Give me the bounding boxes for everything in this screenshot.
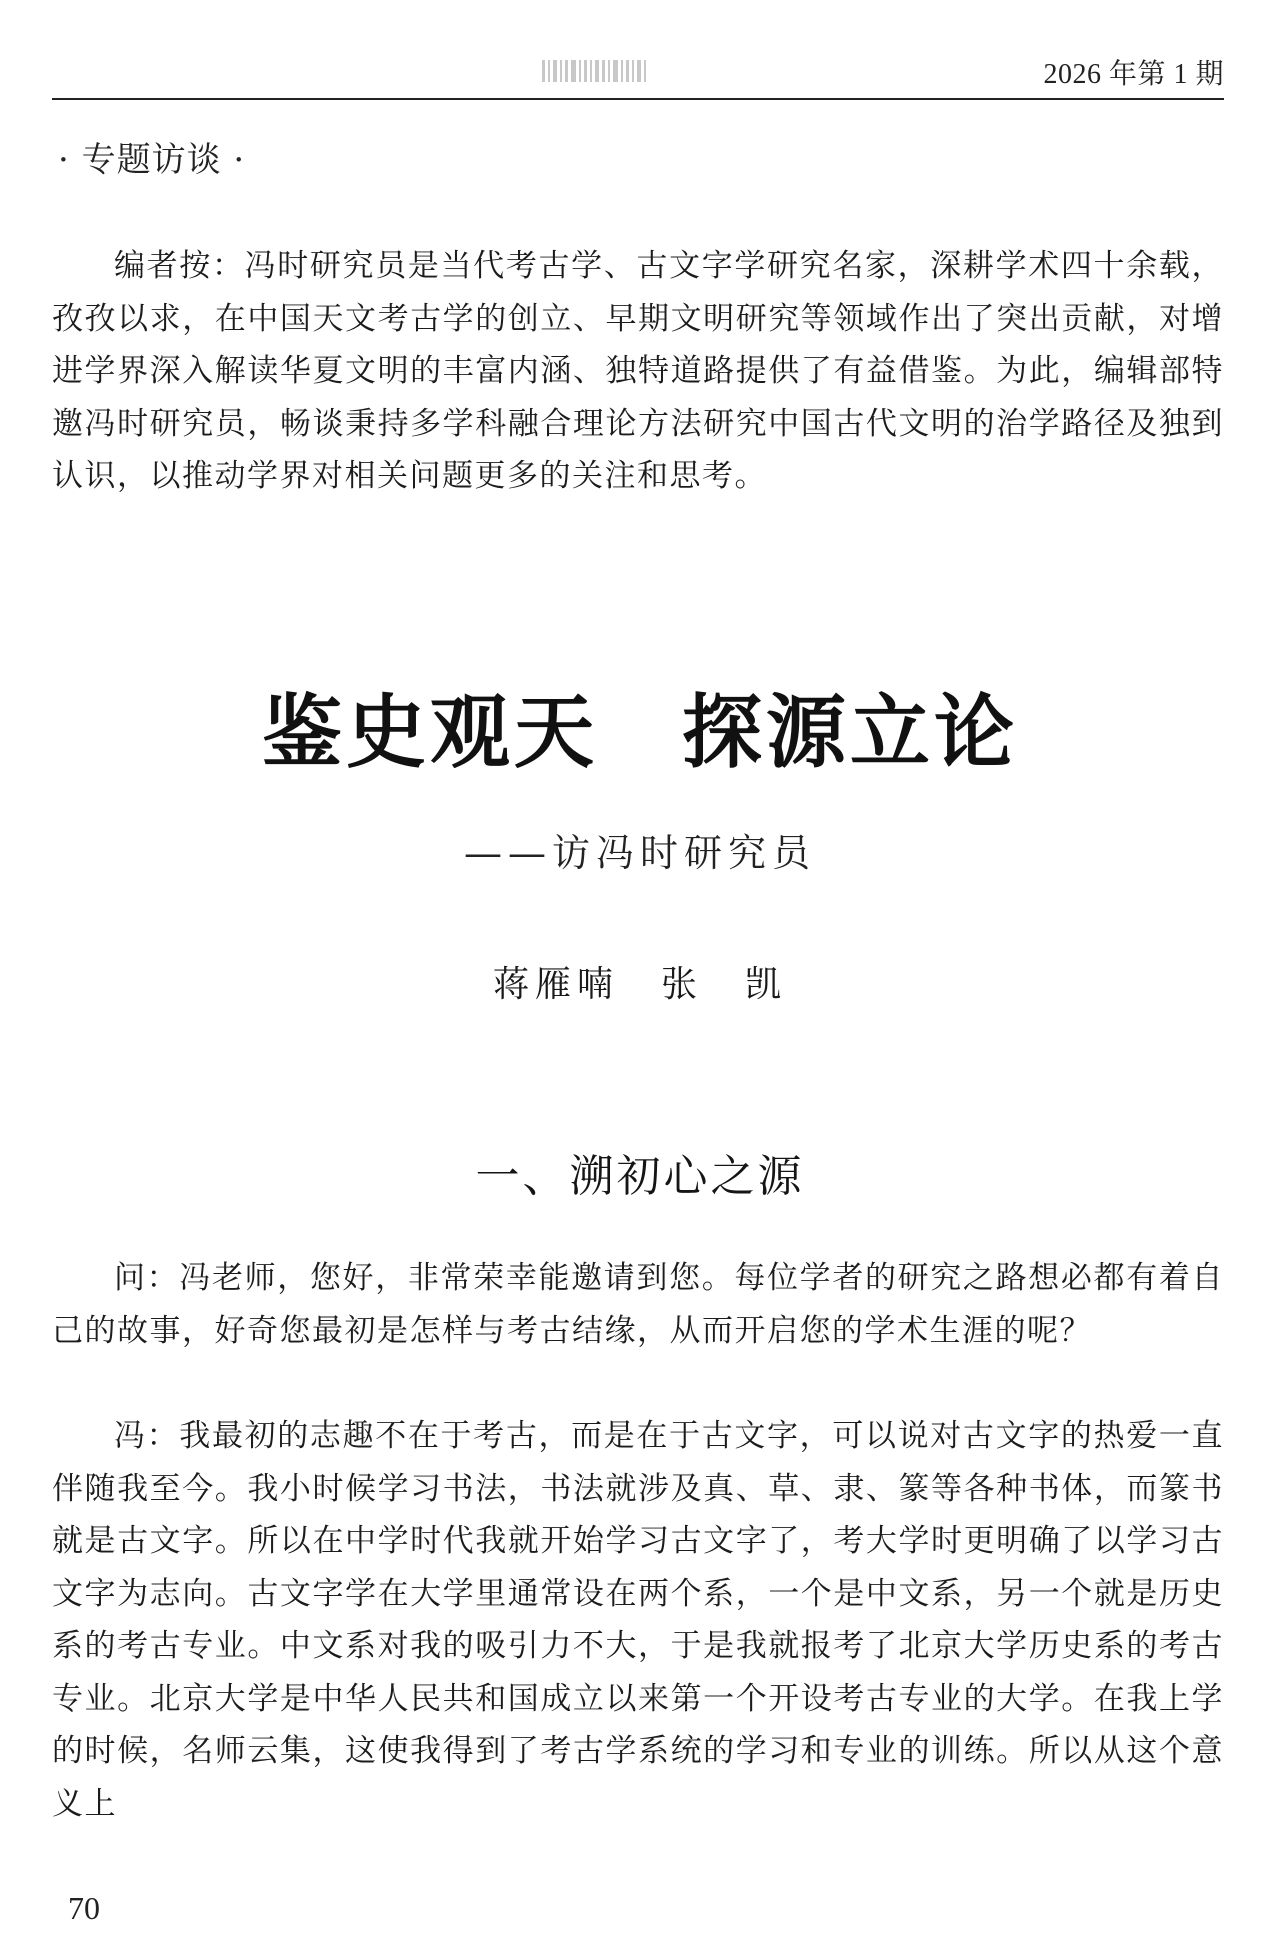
article-authors: 蒋雁喃 张 凯	[492, 964, 787, 1005]
issue-label: 2026 年第 1 期	[1043, 59, 1224, 90]
column-tag: · 专题访谈 ·	[58, 140, 246, 180]
page-header	[52, 44, 1224, 100]
interview-question: 问：冯老师，您好，非常荣幸能邀请到您。每位学者的研究之路想必都有着自己的故事，好奇您最初是怎样与考古结缘，从而开启您的学术生涯的呢？	[52, 1260, 1224, 1349]
header-rule	[52, 98, 1224, 100]
barcode-graphic	[542, 60, 649, 82]
page-number: 70	[68, 1890, 100, 1926]
editor-note: 编者按：冯时研究员是当代考古学、古文字学研究名家，深耕学术四十余载，孜孜以求，在中国天文考古学的创立、早期文明研究等领域作出了突出贡献，对增进学界深入解读华夏文明的丰富内涵、独特道路提供了有益借鉴。为此，编辑部特邀冯时研究员，畅谈秉持多学科融合理论方法研究中国古代文明的治学路径及独到认识，以推动学界对相关问题更多的关注和思考。	[52, 248, 1224, 494]
article-title: 鉴史观天 探源立论	[262, 685, 1018, 779]
interview-answer: 冯：我最初的志趣不在于考古，而是在于古文字，可以说对古文字的热爱一直伴随我至今。我小时候学习书法，书法就涉及真、草、隶、篆等各种书体，而篆书就是古文字。所以在中学时代我就开始学习古文字了，考大学时更明确了以学习古文字为志向。古文字学在大学里通常设在两个系，一个是中文系，另一个就是历史系的考古专业。中文系对我的吸引力不大，于是我就报考了北京大学历史系的考古专业。北京大学是中华人民共和国成立以来第一个开设考古专业的大学。在我上学的时候，名师云集，这使我得到了考古学系统的学习和专业的训练。所以从这个意义上	[52, 1418, 1224, 1822]
article-subtitle: ——访冯时研究员	[463, 831, 816, 875]
section-heading: 一、溯初心之源	[475, 1151, 805, 1202]
